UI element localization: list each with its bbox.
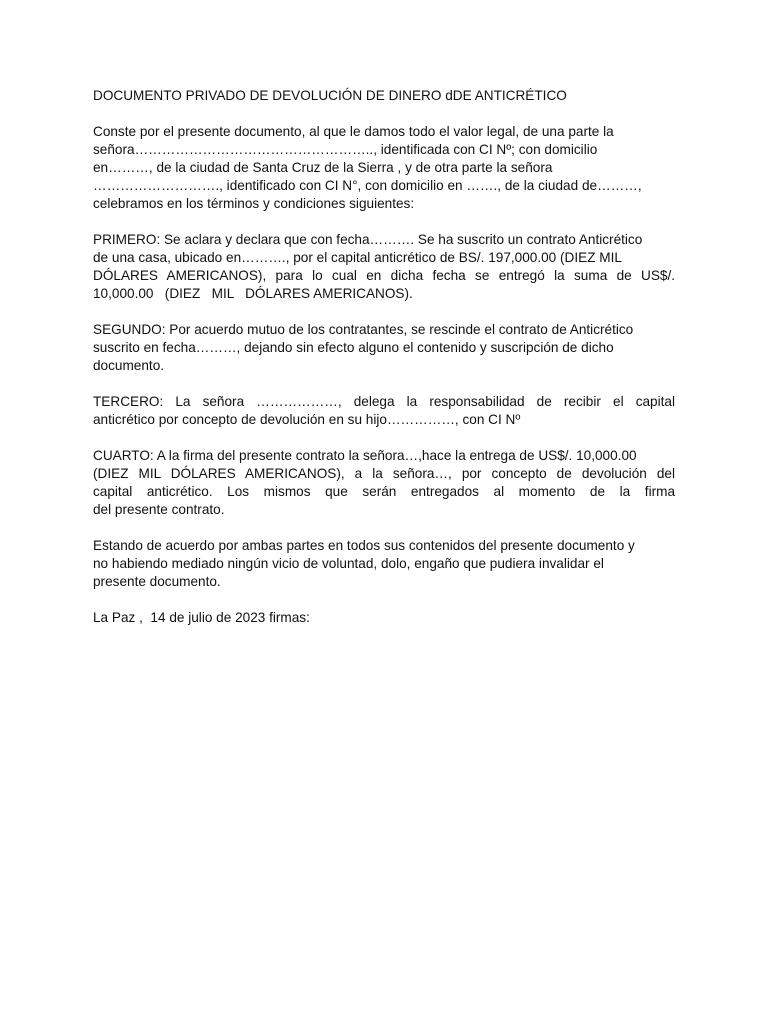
- primero-line-3: DÓLARES AMERICANOS), para lo cual en dicha fecha se entregó la suma de US$/.: [93, 268, 675, 283]
- segundo-line-3: documento.: [93, 358, 165, 373]
- closing-line-1: Estando de acuerdo por ambas partes en todos sus contenidos del presente documento y: [93, 538, 635, 553]
- tercero-line-2: anticrético por concepto de devolución en su hijo……………, con CI Nº: [93, 412, 521, 427]
- cuarto-line-2: (DIEZ MIL DÓLARES AMERICANOS), a la señora…, por concepto de devolución del: [93, 466, 675, 481]
- clause-segundo: [93, 321, 675, 375]
- segundo-line-2: suscrito en fecha………, dejando sin efecto alguno el contenido y suscripción de dicho: [93, 340, 614, 355]
- document-title: DOCUMENTO PRIVADO DE DEVOLUCIÓN DE DINERO dDE ANTICRÉTICO: [93, 88, 567, 103]
- cuarto-line-1: CUARTO: A la firma del presente contrato la señora…,hace la entrega de US$/. 10,000.00: [93, 448, 637, 463]
- closing-line-2: no habiendo mediado ningún vicio de voluntad, dolo, engaño que pudiera invalidar el: [93, 556, 604, 571]
- intro-line-5: celebramos en los términos y condiciones siguientes:: [93, 196, 415, 211]
- closing-paragraph: [93, 537, 675, 591]
- tercero-line-1: TERCERO: La señora ………………, delega la responsabilidad de recibir el capital: [93, 394, 675, 409]
- closing-line-3: presente documento.: [93, 574, 221, 589]
- clause-primero: [93, 231, 675, 303]
- segundo-line-1: SEGUNDO: Por acuerdo mutuo de los contratantes, se rescinde el contrato de Anticrético: [93, 322, 634, 337]
- cuarto-line-4: del presente contrato.: [93, 502, 225, 517]
- document-page: [93, 87, 675, 627]
- clause-tercero: [93, 393, 675, 429]
- clause-cuarto: [93, 447, 675, 519]
- primero-line-1: PRIMERO: Se aclara y declara que con fecha………. Se ha suscrito un contrato Anticrético: [93, 232, 643, 247]
- primero-line-4: 10,000.00 (DIEZ MIL DÓLARES AMERICANOS).: [93, 286, 413, 301]
- date-and-signatures-line: La Paz , 14 de julio de 2023 firmas:: [93, 610, 310, 625]
- primero-line-2: de una casa, ubicado en………., por el capital anticrético de BS/. 197,000.00 (DIEZ MIL: [93, 250, 622, 265]
- intro-line-3: en………, de la ciudad de Santa Cruz de la Sierra , y de otra parte la señora: [93, 160, 553, 175]
- intro-line-2: señora…………………………………………….., identificada con CI Nº; con domicilio: [93, 142, 598, 157]
- cuarto-line-3: capital anticrético. Los mismos que serán entregados al momento de la firma: [93, 484, 675, 499]
- intro-line-4: ………………………., identificado con CI N°, con domicilio en ……., de la ciudad de………,: [93, 178, 642, 193]
- intro-paragraph: [93, 123, 675, 213]
- intro-line-1: Conste por el presente documento, al que le damos todo el valor legal, de una parte la: [93, 124, 614, 139]
